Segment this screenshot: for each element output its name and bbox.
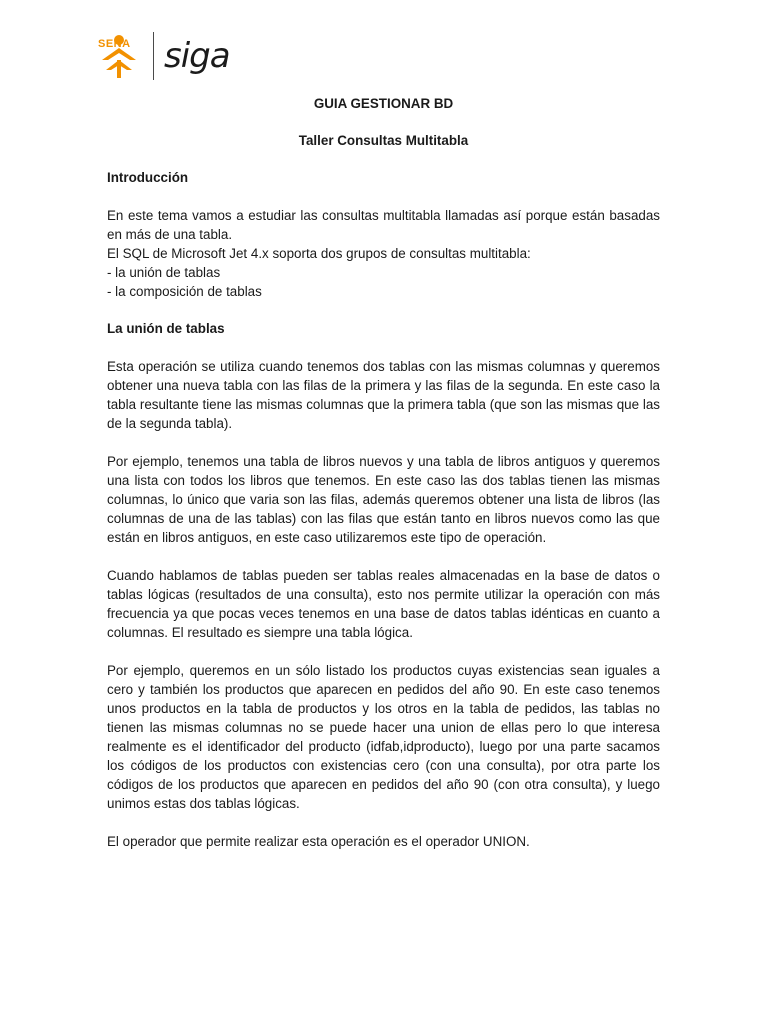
union-paragraph-2: Por ejemplo, tenemos una tabla de libros nuevos y una tabla de libros antiguos y queremos una lista con todos los libros que tenemos. En este caso las dos tablas tienen las mismas columnas, lo único que varia son las filas, además queremos obtener una lista de libros (las columnas de una de las tablas) con las filas que están tanto en libros nuevos como las que están en libros antiguos, en este caso utilizaremos este tipo de operación. — [107, 454, 660, 545]
header-divider — [153, 32, 154, 80]
siga-logo: siga — [164, 36, 230, 76]
union-paragraph-1: Esta operación se utiliza cuando tenemos dos tablas con las mismas columnas y queremos obtener una nueva tabla con las filas de la primera y las filas de la segunda. En este caso la tabla resultante tiene las mismas columnas que la primera tabla (que son las mismas que las de la segunda tabla). — [107, 359, 660, 431]
document-subtitle: Taller Consultas Multitabla — [298, 133, 469, 148]
document-title: GUIA GESTIONAR BD — [313, 96, 454, 111]
intro-paragraph-2: El SQL de Microsoft Jet 4.x soporta dos grupos de consultas multitabla: — [107, 246, 531, 261]
intro-paragraph-1: En este tema vamos a estudiar las consultas multitabla llamadas así porque están basadas en más de una tabla. — [107, 208, 660, 242]
union-paragraph-5: El operador que permite realizar esta operación es el operador UNION. — [107, 834, 530, 849]
intro-list-item-2: - la composición de tablas — [107, 284, 262, 299]
union-paragraph-4: Por ejemplo, queremos en un sólo listado los productos cuyas existencias sean iguales a cero y también los productos que aparecen en pedidos del año 90. En este caso tenemos unos productos en la tabla de productos y los otros en la tabla de pedidos, las tablas no tienen las mismas columnas no se puede hacer una union de ellas pero lo que interesa realmente es el identificador del producto (idfab,idproducto), luego por una parte sacamos los códigos de los productos con existencias cero (con una consulta), por otra parte los códigos de los productos que aparecen en pedidos del año 90 (con otra consulta), y luego unimos estas dos tablas lógicas. — [107, 663, 660, 811]
union-heading: La unión de tablas — [107, 321, 225, 336]
union-paragraph-3: Cuando hablamos de tablas pueden ser tablas reales almacenadas en la base de datos o tablas lógicas (resultados de una consulta), esto nos permite utilizar la operación con más frecuencia ya que pocas veces tenemos en una base de datos tablas idénticas en cuanto a columnas. El resultado es siempre una tabla lógica. — [107, 568, 660, 640]
intro-heading: Introducción — [107, 170, 189, 185]
sena-logo-text: SENA — [98, 38, 131, 50]
intro-list-item-1: - la unión de tablas — [107, 265, 221, 280]
document-body — [107, 90, 660, 851]
document-header — [94, 30, 294, 82]
